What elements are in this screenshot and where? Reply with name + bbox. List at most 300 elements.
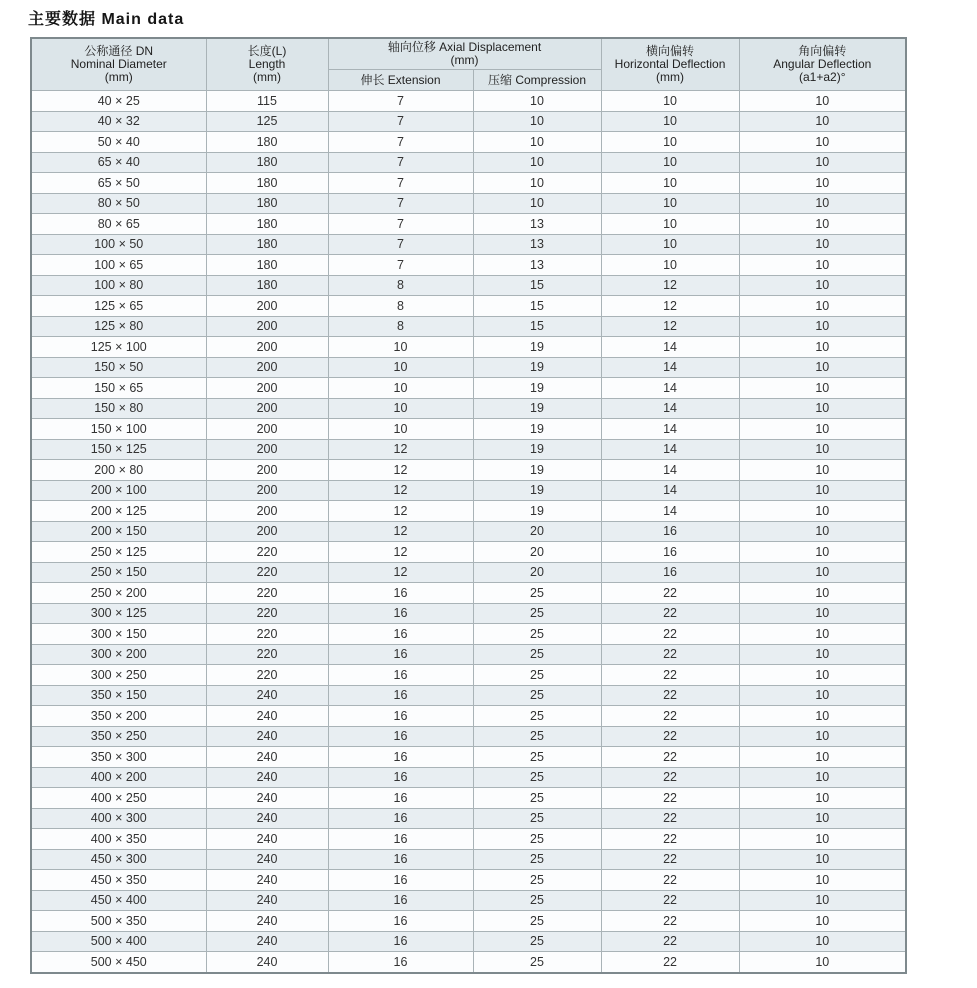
main-data-table — [30, 37, 907, 974]
cell-angular-deflection: 10 — [739, 767, 906, 788]
cell-angular-deflection: 10 — [739, 911, 906, 932]
cell-length: 240 — [206, 829, 328, 850]
cell-length: 200 — [206, 337, 328, 358]
cell-angular-deflection: 10 — [739, 685, 906, 706]
header-axial-unit: (mm) — [450, 53, 479, 67]
cell-extension: 12 — [328, 439, 473, 460]
cell-extension: 10 — [328, 419, 473, 440]
cell-length: 200 — [206, 521, 328, 542]
cell-length: 220 — [206, 665, 328, 686]
cell-compression: 15 — [473, 316, 601, 337]
cell-angular-deflection: 10 — [739, 255, 906, 276]
cell-length: 240 — [206, 911, 328, 932]
header-horizontal-en: Horizontal Deflection — [614, 57, 726, 71]
cell-compression: 25 — [473, 624, 601, 645]
cell-nominal-diameter: 400 × 250 — [31, 788, 206, 809]
cell-length: 180 — [206, 255, 328, 276]
cell-extension: 16 — [328, 644, 473, 665]
cell-angular-deflection: 10 — [739, 521, 906, 542]
header-length-en: Length — [248, 57, 286, 71]
cell-extension: 12 — [328, 480, 473, 501]
table-row — [31, 173, 906, 194]
cell-horizontal-deflection: 22 — [601, 603, 739, 624]
cell-horizontal-deflection: 22 — [601, 665, 739, 686]
cell-angular-deflection: 10 — [739, 542, 906, 563]
cell-nominal-diameter: 450 × 400 — [31, 890, 206, 911]
table-row — [31, 583, 906, 604]
cell-nominal-diameter: 450 × 350 — [31, 870, 206, 891]
table-row — [31, 726, 906, 747]
cell-extension: 7 — [328, 91, 473, 112]
cell-horizontal-deflection: 14 — [601, 419, 739, 440]
cell-angular-deflection: 10 — [739, 829, 906, 850]
cell-horizontal-deflection: 16 — [601, 521, 739, 542]
cell-extension: 7 — [328, 234, 473, 255]
cell-horizontal-deflection: 22 — [601, 767, 739, 788]
cell-angular-deflection: 10 — [739, 275, 906, 296]
cell-extension: 16 — [328, 583, 473, 604]
cell-extension: 10 — [328, 357, 473, 378]
cell-horizontal-deflection: 22 — [601, 726, 739, 747]
cell-extension: 16 — [328, 849, 473, 870]
cell-nominal-diameter: 250 × 150 — [31, 562, 206, 583]
cell-extension: 12 — [328, 460, 473, 481]
cell-horizontal-deflection: 14 — [601, 480, 739, 501]
cell-horizontal-deflection: 10 — [601, 234, 739, 255]
cell-angular-deflection: 10 — [739, 480, 906, 501]
cell-nominal-diameter: 350 × 150 — [31, 685, 206, 706]
cell-horizontal-deflection: 10 — [601, 152, 739, 173]
cell-length: 220 — [206, 624, 328, 645]
cell-angular-deflection: 10 — [739, 152, 906, 173]
cell-length: 200 — [206, 419, 328, 440]
cell-length: 180 — [206, 193, 328, 214]
cell-compression: 25 — [473, 808, 601, 829]
cell-nominal-diameter: 40 × 32 — [31, 111, 206, 132]
cell-extension: 7 — [328, 193, 473, 214]
cell-horizontal-deflection: 10 — [601, 91, 739, 112]
cell-horizontal-deflection: 22 — [601, 583, 739, 604]
cell-angular-deflection: 10 — [739, 460, 906, 481]
cell-compression: 25 — [473, 685, 601, 706]
cell-horizontal-deflection: 12 — [601, 316, 739, 337]
cell-horizontal-deflection: 10 — [601, 214, 739, 235]
cell-compression: 19 — [473, 480, 601, 501]
table-row — [31, 296, 906, 317]
cell-horizontal-deflection: 22 — [601, 890, 739, 911]
header-nominal-diameter — [31, 38, 206, 91]
cell-length: 180 — [206, 214, 328, 235]
cell-nominal-diameter: 125 × 65 — [31, 296, 206, 317]
cell-length: 200 — [206, 460, 328, 481]
cell-nominal-diameter: 150 × 50 — [31, 357, 206, 378]
cell-extension: 8 — [328, 275, 473, 296]
cell-horizontal-deflection: 10 — [601, 173, 739, 194]
cell-length: 200 — [206, 316, 328, 337]
cell-angular-deflection: 10 — [739, 870, 906, 891]
header-axial-displacement — [328, 38, 601, 70]
cell-compression: 25 — [473, 870, 601, 891]
cell-nominal-diameter: 500 × 400 — [31, 931, 206, 952]
cell-angular-deflection: 10 — [739, 562, 906, 583]
table-row — [31, 931, 906, 952]
table-row — [31, 624, 906, 645]
table-row — [31, 747, 906, 768]
header-nominal-unit: (mm) — [104, 70, 133, 84]
cell-length: 240 — [206, 870, 328, 891]
cell-length: 200 — [206, 378, 328, 399]
cell-compression: 15 — [473, 275, 601, 296]
cell-nominal-diameter: 65 × 40 — [31, 152, 206, 173]
cell-length: 180 — [206, 132, 328, 153]
cell-nominal-diameter: 500 × 450 — [31, 952, 206, 973]
table-row — [31, 685, 906, 706]
cell-horizontal-deflection: 14 — [601, 337, 739, 358]
header-angular-unit: (a1+a2)° — [799, 70, 846, 84]
cell-compression: 19 — [473, 501, 601, 522]
cell-compression: 25 — [473, 952, 601, 973]
cell-compression: 19 — [473, 398, 601, 419]
cell-length: 200 — [206, 501, 328, 522]
table-row — [31, 562, 906, 583]
cell-horizontal-deflection: 22 — [601, 706, 739, 727]
table-row — [31, 337, 906, 358]
cell-extension: 8 — [328, 316, 473, 337]
cell-horizontal-deflection: 22 — [601, 685, 739, 706]
cell-angular-deflection: 10 — [739, 890, 906, 911]
cell-length: 240 — [206, 726, 328, 747]
cell-nominal-diameter: 400 × 350 — [31, 829, 206, 850]
table-row — [31, 952, 906, 973]
cell-length: 240 — [206, 685, 328, 706]
cell-horizontal-deflection: 12 — [601, 275, 739, 296]
table-row — [31, 767, 906, 788]
table-row — [31, 603, 906, 624]
cell-length: 125 — [206, 111, 328, 132]
cell-extension: 16 — [328, 788, 473, 809]
cell-compression: 10 — [473, 132, 601, 153]
header-length-zh: 长度(L) — [247, 44, 287, 58]
cell-compression: 13 — [473, 255, 601, 276]
cell-extension: 10 — [328, 378, 473, 399]
table-row — [31, 870, 906, 891]
cell-nominal-diameter: 250 × 125 — [31, 542, 206, 563]
cell-angular-deflection: 10 — [739, 706, 906, 727]
main-data-table-container — [30, 37, 907, 974]
cell-horizontal-deflection: 14 — [601, 439, 739, 460]
cell-extension: 7 — [328, 132, 473, 153]
cell-compression: 25 — [473, 911, 601, 932]
cell-extension: 12 — [328, 501, 473, 522]
cell-angular-deflection: 10 — [739, 849, 906, 870]
cell-compression: 10 — [473, 152, 601, 173]
cell-compression: 25 — [473, 747, 601, 768]
table-row — [31, 111, 906, 132]
cell-angular-deflection: 10 — [739, 398, 906, 419]
cell-angular-deflection: 10 — [739, 234, 906, 255]
cell-angular-deflection: 10 — [739, 419, 906, 440]
cell-nominal-diameter: 40 × 25 — [31, 91, 206, 112]
cell-compression: 25 — [473, 644, 601, 665]
cell-horizontal-deflection: 22 — [601, 829, 739, 850]
cell-nominal-diameter: 200 × 150 — [31, 521, 206, 542]
cell-length: 220 — [206, 603, 328, 624]
cell-horizontal-deflection: 22 — [601, 808, 739, 829]
header-nominal-en: Nominal Diameter — [70, 57, 167, 71]
table-row — [31, 91, 906, 112]
cell-compression: 10 — [473, 173, 601, 194]
cell-length: 240 — [206, 931, 328, 952]
cell-angular-deflection: 10 — [739, 91, 906, 112]
cell-compression: 15 — [473, 296, 601, 317]
cell-compression: 19 — [473, 419, 601, 440]
cell-compression: 10 — [473, 193, 601, 214]
cell-nominal-diameter: 125 × 100 — [31, 337, 206, 358]
table-row — [31, 193, 906, 214]
cell-nominal-diameter: 300 × 150 — [31, 624, 206, 645]
cell-nominal-diameter: 100 × 65 — [31, 255, 206, 276]
cell-nominal-diameter: 200 × 100 — [31, 480, 206, 501]
cell-nominal-diameter: 100 × 50 — [31, 234, 206, 255]
cell-compression: 20 — [473, 521, 601, 542]
cell-extension: 16 — [328, 624, 473, 645]
cell-angular-deflection: 10 — [739, 726, 906, 747]
cell-angular-deflection: 10 — [739, 337, 906, 358]
cell-length: 200 — [206, 357, 328, 378]
cell-angular-deflection: 10 — [739, 378, 906, 399]
cell-length: 220 — [206, 542, 328, 563]
cell-compression: 10 — [473, 91, 601, 112]
table-row — [31, 665, 906, 686]
cell-horizontal-deflection: 14 — [601, 501, 739, 522]
cell-angular-deflection: 10 — [739, 952, 906, 973]
header-horizontal-deflection — [601, 38, 739, 91]
table-row — [31, 501, 906, 522]
cell-horizontal-deflection: 14 — [601, 398, 739, 419]
cell-compression: 25 — [473, 829, 601, 850]
cell-extension: 16 — [328, 829, 473, 850]
cell-angular-deflection: 10 — [739, 193, 906, 214]
cell-horizontal-deflection: 10 — [601, 132, 739, 153]
cell-length: 220 — [206, 583, 328, 604]
cell-nominal-diameter: 100 × 80 — [31, 275, 206, 296]
cell-compression: 25 — [473, 931, 601, 952]
cell-length: 240 — [206, 706, 328, 727]
cell-angular-deflection: 10 — [739, 747, 906, 768]
cell-compression: 25 — [473, 726, 601, 747]
cell-extension: 7 — [328, 111, 473, 132]
table-row — [31, 275, 906, 296]
cell-length: 220 — [206, 562, 328, 583]
cell-length: 115 — [206, 91, 328, 112]
cell-horizontal-deflection: 14 — [601, 378, 739, 399]
table-row — [31, 378, 906, 399]
cell-compression: 10 — [473, 111, 601, 132]
cell-extension: 16 — [328, 685, 473, 706]
cell-length: 240 — [206, 952, 328, 973]
table-row — [31, 234, 906, 255]
cell-horizontal-deflection: 14 — [601, 460, 739, 481]
cell-horizontal-deflection: 22 — [601, 849, 739, 870]
table-body — [31, 91, 906, 973]
cell-length: 240 — [206, 849, 328, 870]
cell-extension: 16 — [328, 952, 473, 973]
cell-compression: 25 — [473, 890, 601, 911]
cell-compression: 19 — [473, 378, 601, 399]
cell-angular-deflection: 10 — [739, 501, 906, 522]
header-angular-en: Angular Deflection — [773, 57, 872, 71]
header-nominal-zh: 公称通径 DN — [84, 44, 154, 58]
cell-horizontal-deflection: 10 — [601, 111, 739, 132]
cell-length: 200 — [206, 296, 328, 317]
cell-horizontal-deflection: 12 — [601, 296, 739, 317]
table-row — [31, 788, 906, 809]
cell-horizontal-deflection: 22 — [601, 624, 739, 645]
table-row — [31, 849, 906, 870]
cell-angular-deflection: 10 — [739, 583, 906, 604]
cell-length: 240 — [206, 788, 328, 809]
cell-angular-deflection: 10 — [739, 624, 906, 645]
cell-extension: 16 — [328, 931, 473, 952]
cell-length: 200 — [206, 398, 328, 419]
table-row — [31, 706, 906, 727]
cell-compression: 13 — [473, 234, 601, 255]
cell-compression: 25 — [473, 603, 601, 624]
header-length — [206, 38, 328, 91]
cell-extension: 7 — [328, 214, 473, 235]
cell-extension: 16 — [328, 911, 473, 932]
cell-compression: 25 — [473, 788, 601, 809]
cell-angular-deflection: 10 — [739, 644, 906, 665]
header-compression: 压缩 Compression — [473, 70, 601, 91]
cell-compression: 19 — [473, 357, 601, 378]
cell-length: 240 — [206, 890, 328, 911]
cell-angular-deflection: 10 — [739, 808, 906, 829]
cell-nominal-diameter: 250 × 200 — [31, 583, 206, 604]
header-angular-deflection — [739, 38, 906, 91]
cell-nominal-diameter: 150 × 65 — [31, 378, 206, 399]
cell-horizontal-deflection: 10 — [601, 255, 739, 276]
cell-nominal-diameter: 300 × 250 — [31, 665, 206, 686]
cell-nominal-diameter: 150 × 100 — [31, 419, 206, 440]
cell-nominal-diameter: 200 × 80 — [31, 460, 206, 481]
cell-angular-deflection: 10 — [739, 296, 906, 317]
cell-length: 180 — [206, 173, 328, 194]
table-row — [31, 439, 906, 460]
table-row — [31, 890, 906, 911]
cell-length: 220 — [206, 644, 328, 665]
cell-compression: 13 — [473, 214, 601, 235]
table-row — [31, 214, 906, 235]
cell-nominal-diameter: 125 × 80 — [31, 316, 206, 337]
cell-length: 240 — [206, 767, 328, 788]
cell-nominal-diameter: 50 × 40 — [31, 132, 206, 153]
table-row — [31, 829, 906, 850]
cell-nominal-diameter: 350 × 300 — [31, 747, 206, 768]
cell-compression: 25 — [473, 583, 601, 604]
cell-compression: 25 — [473, 849, 601, 870]
cell-angular-deflection: 10 — [739, 214, 906, 235]
cell-angular-deflection: 10 — [739, 603, 906, 624]
table-row — [31, 460, 906, 481]
cell-extension: 12 — [328, 562, 473, 583]
cell-nominal-diameter: 300 × 125 — [31, 603, 206, 624]
table-row — [31, 398, 906, 419]
cell-nominal-diameter: 300 × 200 — [31, 644, 206, 665]
cell-angular-deflection: 10 — [739, 788, 906, 809]
cell-extension: 16 — [328, 665, 473, 686]
cell-nominal-diameter: 80 × 65 — [31, 214, 206, 235]
cell-extension: 12 — [328, 542, 473, 563]
cell-angular-deflection: 10 — [739, 316, 906, 337]
table-row — [31, 419, 906, 440]
cell-angular-deflection: 10 — [739, 173, 906, 194]
cell-length: 180 — [206, 234, 328, 255]
cell-compression: 20 — [473, 542, 601, 563]
table-row — [31, 644, 906, 665]
table-row — [31, 521, 906, 542]
cell-nominal-diameter: 150 × 125 — [31, 439, 206, 460]
table-row — [31, 911, 906, 932]
table-row — [31, 808, 906, 829]
cell-nominal-diameter: 400 × 300 — [31, 808, 206, 829]
cell-angular-deflection: 10 — [739, 439, 906, 460]
cell-compression: 19 — [473, 460, 601, 481]
cell-extension: 10 — [328, 398, 473, 419]
cell-nominal-diameter: 150 × 80 — [31, 398, 206, 419]
header-extension: 伸长 Extension — [328, 70, 473, 91]
cell-horizontal-deflection: 22 — [601, 952, 739, 973]
cell-extension: 16 — [328, 808, 473, 829]
table-row — [31, 255, 906, 276]
cell-horizontal-deflection: 16 — [601, 562, 739, 583]
cell-extension: 8 — [328, 296, 473, 317]
cell-horizontal-deflection: 16 — [601, 542, 739, 563]
table-row — [31, 480, 906, 501]
cell-nominal-diameter: 350 × 200 — [31, 706, 206, 727]
table-row — [31, 542, 906, 563]
cell-nominal-diameter: 80 × 50 — [31, 193, 206, 214]
cell-nominal-diameter: 350 × 250 — [31, 726, 206, 747]
cell-length: 240 — [206, 808, 328, 829]
cell-horizontal-deflection: 22 — [601, 870, 739, 891]
table-row — [31, 132, 906, 153]
table-row — [31, 152, 906, 173]
header-angular-zh: 角向偏转 — [798, 44, 847, 58]
cell-extension: 16 — [328, 603, 473, 624]
cell-angular-deflection: 10 — [739, 132, 906, 153]
cell-nominal-diameter: 200 × 125 — [31, 501, 206, 522]
cell-extension: 7 — [328, 152, 473, 173]
cell-angular-deflection: 10 — [739, 665, 906, 686]
cell-extension: 7 — [328, 173, 473, 194]
cell-extension: 12 — [328, 521, 473, 542]
cell-extension: 16 — [328, 890, 473, 911]
page-title: 主要数据 Main data — [28, 11, 185, 28]
cell-length: 200 — [206, 480, 328, 501]
cell-horizontal-deflection: 22 — [601, 788, 739, 809]
table-row — [31, 316, 906, 337]
cell-angular-deflection: 10 — [739, 357, 906, 378]
cell-length: 180 — [206, 152, 328, 173]
cell-extension: 16 — [328, 870, 473, 891]
cell-extension: 16 — [328, 706, 473, 727]
cell-horizontal-deflection: 22 — [601, 747, 739, 768]
cell-extension: 10 — [328, 337, 473, 358]
cell-length: 240 — [206, 747, 328, 768]
cell-horizontal-deflection: 22 — [601, 644, 739, 665]
cell-compression: 19 — [473, 439, 601, 460]
